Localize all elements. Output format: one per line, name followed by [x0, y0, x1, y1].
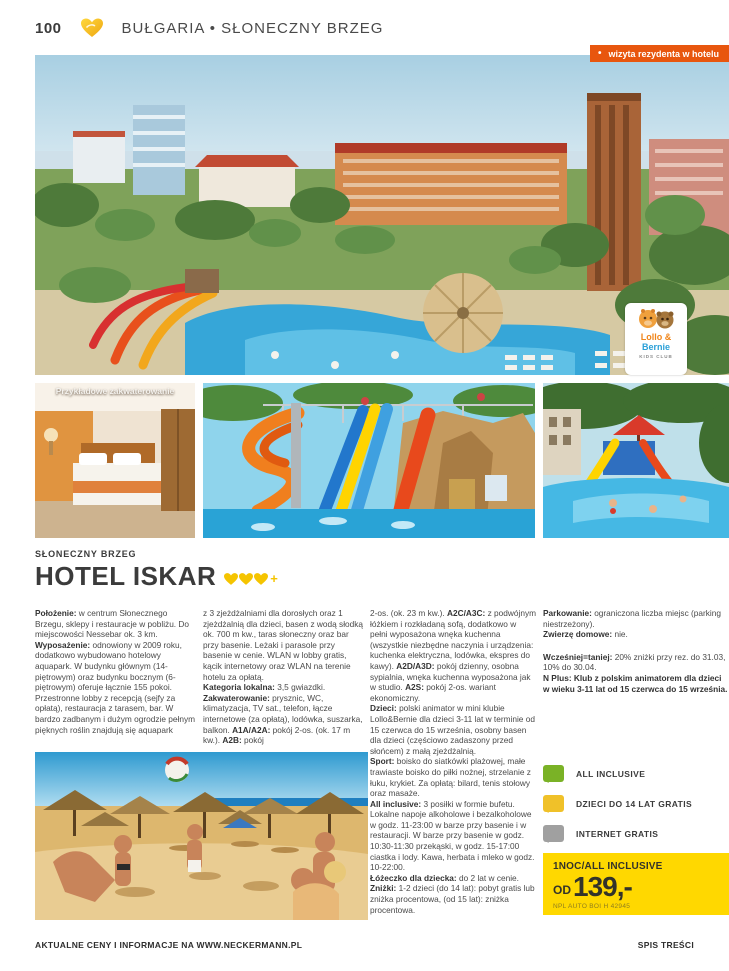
- info-column: [543, 608, 729, 694]
- paragraph: Dzieci: polski animator w mini klubie Lollo&Bernie dla dzieci 3-11 lat w terminie od 15 czerwca do 15 września, osobny basen dla dzieci (częściowo zadaszony przed słońcem) z małą zjeżdżalnią.: [370, 703, 535, 756]
- tag-label: wizyta rezydenta w hotelu: [608, 48, 719, 59]
- speech-bubble-icon: [543, 825, 564, 842]
- page-number: 100: [35, 19, 62, 37]
- kids-club-name-line1: Lollo &: [640, 332, 672, 342]
- kids-pool-photo: [543, 383, 729, 538]
- paragraph: Parkowanie: ograniczona liczba miejsc (parking niestrzeżony).: [543, 608, 722, 629]
- speech-bubble-icon: [543, 765, 564, 782]
- price-from-label: OD: [553, 883, 571, 897]
- brand-heart-icon: [80, 18, 104, 38]
- paragraph: N Plus: Klub z polskim animatorem dla dzieci w wieku 3-11 lat od 15 czerwca do 15 września.: [543, 672, 728, 694]
- room-photo: [35, 383, 195, 538]
- category-rating: [224, 571, 278, 586]
- paragraph: Łóżeczko dla dziecka: do 2 lat w cenie.: [370, 872, 519, 883]
- paragraph: Wcześniej=taniej: 20% zniżki przy rez. do 31.03, 10% do 30.04.: [543, 651, 726, 673]
- feature-badges: [543, 765, 729, 842]
- sun-heart-icon: [224, 573, 238, 585]
- beach-photo: [35, 752, 368, 920]
- page-footer: [35, 940, 694, 950]
- sun-heart-icon: [254, 573, 268, 585]
- paragraph: Zwierzę domowe: nie.: [543, 629, 628, 640]
- description-column-3: [370, 608, 536, 915]
- waterslides-photo: [203, 383, 535, 538]
- hotel-title-row: [35, 561, 278, 592]
- paragraph: Zakwaterowanie: prysznic, WC, klimatyzacja, TV sat., telefon, łącze internetowe (za opłatą), lodówka, suszarka, balkon. A1A/A2A: pokój 2-os. (ok. 17 m kw.). A2B: pokój: [203, 692, 363, 746]
- paragraph: z 3 zjeżdżalniami dla dorosłych oraz 1 zjeżdżalnią dla dzieci, basen z wodą słodką ok. 700 m kw., taras słoneczny oraz bar przy basenie. Leżaki i parasole przy basenie w cenie. WLAN w lobby gratis, kącik internetowy oraz WLAN na terenie hotelu za opłatą.: [203, 608, 364, 682]
- kids-club-name-line2: Bernie: [641, 342, 670, 352]
- badge-label: INTERNET GRATIS: [576, 828, 659, 839]
- price-line: [553, 873, 719, 901]
- kids-club-subtitle: KIDS CLUB: [639, 354, 673, 359]
- room-photo-illustration: [35, 383, 195, 538]
- waterslides-photo-illustration: [203, 383, 535, 538]
- feature-badge: [543, 825, 729, 842]
- offer-code: NPL AUTO BOI H 42945: [553, 903, 631, 910]
- beach-photo-illustration: [35, 752, 368, 920]
- footer-toc-link[interactable]: SPIS TREŚCI: [637, 940, 694, 950]
- feature-badge: [543, 765, 729, 782]
- feature-badge: [543, 795, 729, 812]
- resident-visit-tag: [590, 45, 729, 62]
- category-plus: +: [270, 571, 278, 586]
- paragraph: Położenie: w centrum Słonecznego Brzegu, sklepy i restauracje w pobliżu. Do miejscowości Nessebar ok. 3 km.: [35, 608, 190, 640]
- speech-bubble-icon: [543, 795, 564, 812]
- kids-club-logo: [625, 303, 687, 375]
- sun-heart-icon: [239, 573, 253, 585]
- resort-label: SŁONECZNY BRZEG: [35, 549, 137, 559]
- room-photo-caption: Przykładowe zakwaterowanie: [55, 386, 175, 396]
- tag-bullet: •: [597, 47, 602, 59]
- paragraph: All inclusive: 3 posiłki w formie bufetu. Lokalne napoje alkoholowe i bezalkoholowe w godz. 11-23:00 w barze przy basenie i w restauracji. W barze przy basenie w godz. 10:30-11:30 przekąski, w godz. 15-17:00 ciastka i lody. Kawa, herbata i mleko w godz. 10-22:00.: [370, 798, 535, 873]
- hotel-name: HOTEL ISKAR: [35, 561, 217, 591]
- paragraph: Sport: boisko do siatkówki plażowej, małe trawiaste boisko do piłki nożnej, strzelanie z łuku, krykiet. Za opłatą: bilard, tenis stołowy oraz masaże.: [370, 756, 531, 799]
- paragraph: Wyposażenie: odnowiony w 2009 roku, dodatkowo wybudowano hotelowy aquapark. W budynku głównym (14-piętrowym) oraz budynku bocznym (6-piętrowym) oferuje łącznie 155 pokoi. Przestronne lobby z recepcją (sejfy za opłatą), restauracja z tarasem, bar. W bardzo zadbanym i dużym ogrodzie pełnym pięknych roślin znajdują się aquapark: [35, 639, 196, 735]
- kids-club-characters-icon: [634, 306, 678, 332]
- kids-pool-photo-illustration: [543, 383, 729, 538]
- price-header: 1NOC/ALL INCLUSIVE: [553, 861, 663, 872]
- price-amount: 139,-: [573, 871, 632, 902]
- paragraph: Zniżki: 1-2 dzieci (do 14 lat): pobyt gratis lub zniżka procentowa, (od 15 lat): zniżka procentowa.: [370, 883, 535, 915]
- breadcrumb: BUŁGARIA • SŁONECZNY BRZEG: [121, 19, 384, 37]
- paragraph: 2-os. (ok. 23 m kw.). A2C/A3C: z podwójnym łóżkiem i rozkładaną sofą, dodatkowo w pełni wyposażona wnęka kuchenna (wszystkie niezbędne naczynia i urządzenia: kuchenka elektryczna, lodówka, ekspres do kawy). A2D/A3D: pokój dzienny, osobna sypialnia, wnęka kuchenna wyposażona jak w studio. A2S: pokój 2-os. wariant ekonomiczny.: [370, 608, 536, 703]
- page-header: [35, 18, 694, 38]
- badge-label: ALL INCLUSIVE: [576, 768, 646, 779]
- description-column-2: [203, 608, 365, 746]
- description-column-1: [35, 608, 197, 735]
- badge-label: DZIECI DO 14 LAT GRATIS: [576, 798, 693, 809]
- footer-info-link[interactable]: AKTUALNE CENY I INFORMACJE NA WWW.NECKERMANN.PL: [35, 940, 303, 950]
- price-box: [543, 853, 729, 915]
- paragraph: Kategoria lokalna: 3,5 gwiazdki.: [203, 682, 326, 693]
